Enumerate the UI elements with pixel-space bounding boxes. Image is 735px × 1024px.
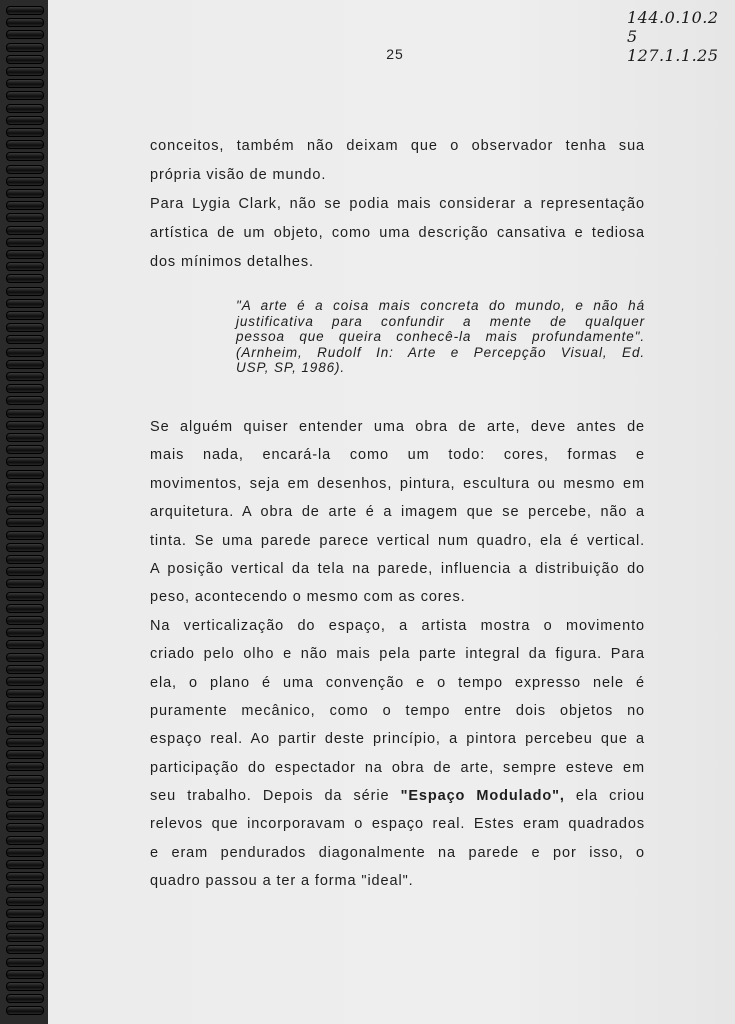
text-line: movimentos, seja em desenhos, pintura, escultura ou mesmo em xyxy=(150,475,645,492)
binding-ring xyxy=(6,177,44,186)
binding-ring xyxy=(6,653,44,662)
quote-line: USP, SP, 1986). xyxy=(236,360,346,375)
text-line: ela, o plano é uma convenção e o tempo expresso nele é xyxy=(150,674,645,691)
binding-ring xyxy=(6,714,44,723)
binding-ring xyxy=(6,189,44,198)
text-line: criado pelo olho e não mais pela parte integral da figura. Para xyxy=(150,646,645,663)
binding-ring xyxy=(6,701,44,710)
binding-ring xyxy=(6,299,44,308)
binding-ring xyxy=(6,750,44,759)
binding-ring xyxy=(6,640,44,649)
binding-ring xyxy=(6,67,44,76)
text-line: Se alguém quiser entender uma obra de arte, deve antes de xyxy=(150,419,645,435)
binding-ring xyxy=(6,933,44,942)
binding-ring xyxy=(6,628,44,637)
binding-ring xyxy=(6,872,44,881)
paragraph-top xyxy=(150,134,645,279)
quote-line: justificativa para confundir a mente de qualquer xyxy=(236,313,645,329)
text-line: puramente mecânico, como o tempo entre dois objetos no xyxy=(150,702,645,719)
binding-ring xyxy=(6,506,44,515)
binding-ring xyxy=(6,470,44,479)
binding-ring xyxy=(6,958,44,967)
binding-ring xyxy=(6,884,44,893)
binding-ring xyxy=(6,104,44,113)
text-line: A posição vertical da tela na parede, influencia a distribuição do xyxy=(150,560,645,577)
binding-ring xyxy=(6,287,44,296)
paragraph-bottom xyxy=(150,415,645,898)
text-line: artística de um objeto, como uma descrição cansativa e tediosa xyxy=(150,225,645,241)
binding-ring xyxy=(6,567,44,576)
binding-ring xyxy=(6,762,44,771)
quote-line: (Arnheim, Rudolf In: Arte e Percepção Visual, Ed. xyxy=(236,344,645,360)
binding-ring xyxy=(6,860,44,869)
binding-ring xyxy=(6,445,44,454)
binding-ring xyxy=(6,409,44,418)
binding-ring xyxy=(6,274,44,283)
binding-ring xyxy=(6,994,44,1003)
binding-ring xyxy=(6,116,44,125)
block-quote xyxy=(236,298,645,376)
binding-ring xyxy=(6,945,44,954)
text-line: própria visão de mundo. xyxy=(150,167,327,183)
binding-ring xyxy=(6,226,44,235)
spiral-binding xyxy=(0,0,48,1024)
binding-ring xyxy=(6,421,44,430)
binding-ring xyxy=(6,592,44,601)
binding-ring xyxy=(6,335,44,344)
binding-ring xyxy=(6,811,44,820)
binding-ring xyxy=(6,555,44,564)
binding-ring xyxy=(6,579,44,588)
binding-ring xyxy=(6,921,44,930)
binding-ring xyxy=(6,970,44,979)
text-line: participação do espectador na obra de arte, sempre esteve em xyxy=(150,759,645,776)
binding-ring xyxy=(6,799,44,808)
quote-line: "A arte é a coisa mais concreta do mundo, e não há xyxy=(236,298,645,313)
binding-ring xyxy=(6,396,44,405)
binding-ring xyxy=(6,823,44,832)
binding-ring xyxy=(6,726,44,735)
binding-ring xyxy=(6,348,44,357)
binding-ring xyxy=(6,18,44,27)
binding-ring xyxy=(6,372,44,381)
text-line: peso, acontecendo o mesmo com as cores. xyxy=(150,589,466,606)
binding-ring xyxy=(6,982,44,991)
binding-ring xyxy=(6,250,44,259)
binding-ring xyxy=(6,91,44,100)
binding-ring xyxy=(6,836,44,845)
binding-ring xyxy=(6,1006,44,1015)
binding-ring xyxy=(6,360,44,369)
binding-ring xyxy=(6,677,44,686)
binding-ring xyxy=(6,323,44,332)
binding-ring xyxy=(6,494,44,503)
text-line: quadro passou a ter a forma "ideal". xyxy=(150,873,414,890)
binding-ring xyxy=(6,457,44,466)
page-number: 25 xyxy=(386,46,404,62)
handwritten-line: 127.1.1.25 xyxy=(627,46,719,65)
text-line: relevos que incorporavam o espaço real. Estes eram quadrados xyxy=(150,816,645,833)
binding-ring xyxy=(6,909,44,918)
binding-ring xyxy=(6,262,44,271)
binding-ring xyxy=(6,616,44,625)
binding-ring xyxy=(6,531,44,540)
binding-ring xyxy=(6,848,44,857)
handwritten-line: 144.0.10.2 5 xyxy=(627,8,719,46)
text-line-with-bold xyxy=(150,784,645,812)
binding-ring xyxy=(6,165,44,174)
binding-ring xyxy=(6,897,44,906)
binding-ring xyxy=(6,604,44,613)
text-line: mais nada, encará-la como um todo: cores, formas e xyxy=(150,447,645,464)
binding-ring xyxy=(6,140,44,149)
binding-ring xyxy=(6,311,44,320)
bold-title: "Espaço Modulado", xyxy=(400,788,565,805)
text-line: espaço real. Ao partir deste princípio, a pintora percebeu que a xyxy=(150,731,645,748)
binding-ring xyxy=(6,213,44,222)
text-line: arquitetura. A obra de arte é a imagem que se percebe, não a xyxy=(150,504,645,521)
binding-ring xyxy=(6,6,44,15)
binding-ring xyxy=(6,482,44,491)
text-segment: seu trabalho. Depois da série xyxy=(150,788,401,805)
binding-ring xyxy=(6,238,44,247)
binding-ring xyxy=(6,433,44,442)
text-line: e eram pendurados diagonalmente na parede e por isso, o xyxy=(150,844,645,861)
binding-ring xyxy=(6,775,44,784)
binding-ring xyxy=(6,201,44,210)
binding-ring xyxy=(6,30,44,39)
binding-ring xyxy=(6,787,44,796)
binding-ring xyxy=(6,128,44,137)
binding-ring xyxy=(6,665,44,674)
text-line: Para Lygia Clark, não se podia mais considerar a representação xyxy=(150,196,645,212)
binding-ring xyxy=(6,689,44,698)
quote-line: pessoa que queira conhecê-la mais profundamente". xyxy=(236,329,645,344)
binding-ring xyxy=(6,79,44,88)
text-line: conceitos, também não deixam que o observador tenha sua xyxy=(150,138,645,154)
binding-ring xyxy=(6,543,44,552)
text-segment: ela criou xyxy=(564,788,645,805)
text-line: tinta. Se uma parede parece vertical num quadro, ela é vertical. xyxy=(150,532,645,549)
text-line: dos mínimos detalhes. xyxy=(150,254,314,270)
binding-ring xyxy=(6,152,44,161)
binding-ring xyxy=(6,384,44,393)
binding-ring xyxy=(6,518,44,527)
text-line: Na verticalização do espaço, a artista mostra o movimento xyxy=(150,617,645,634)
binding-ring xyxy=(6,738,44,747)
